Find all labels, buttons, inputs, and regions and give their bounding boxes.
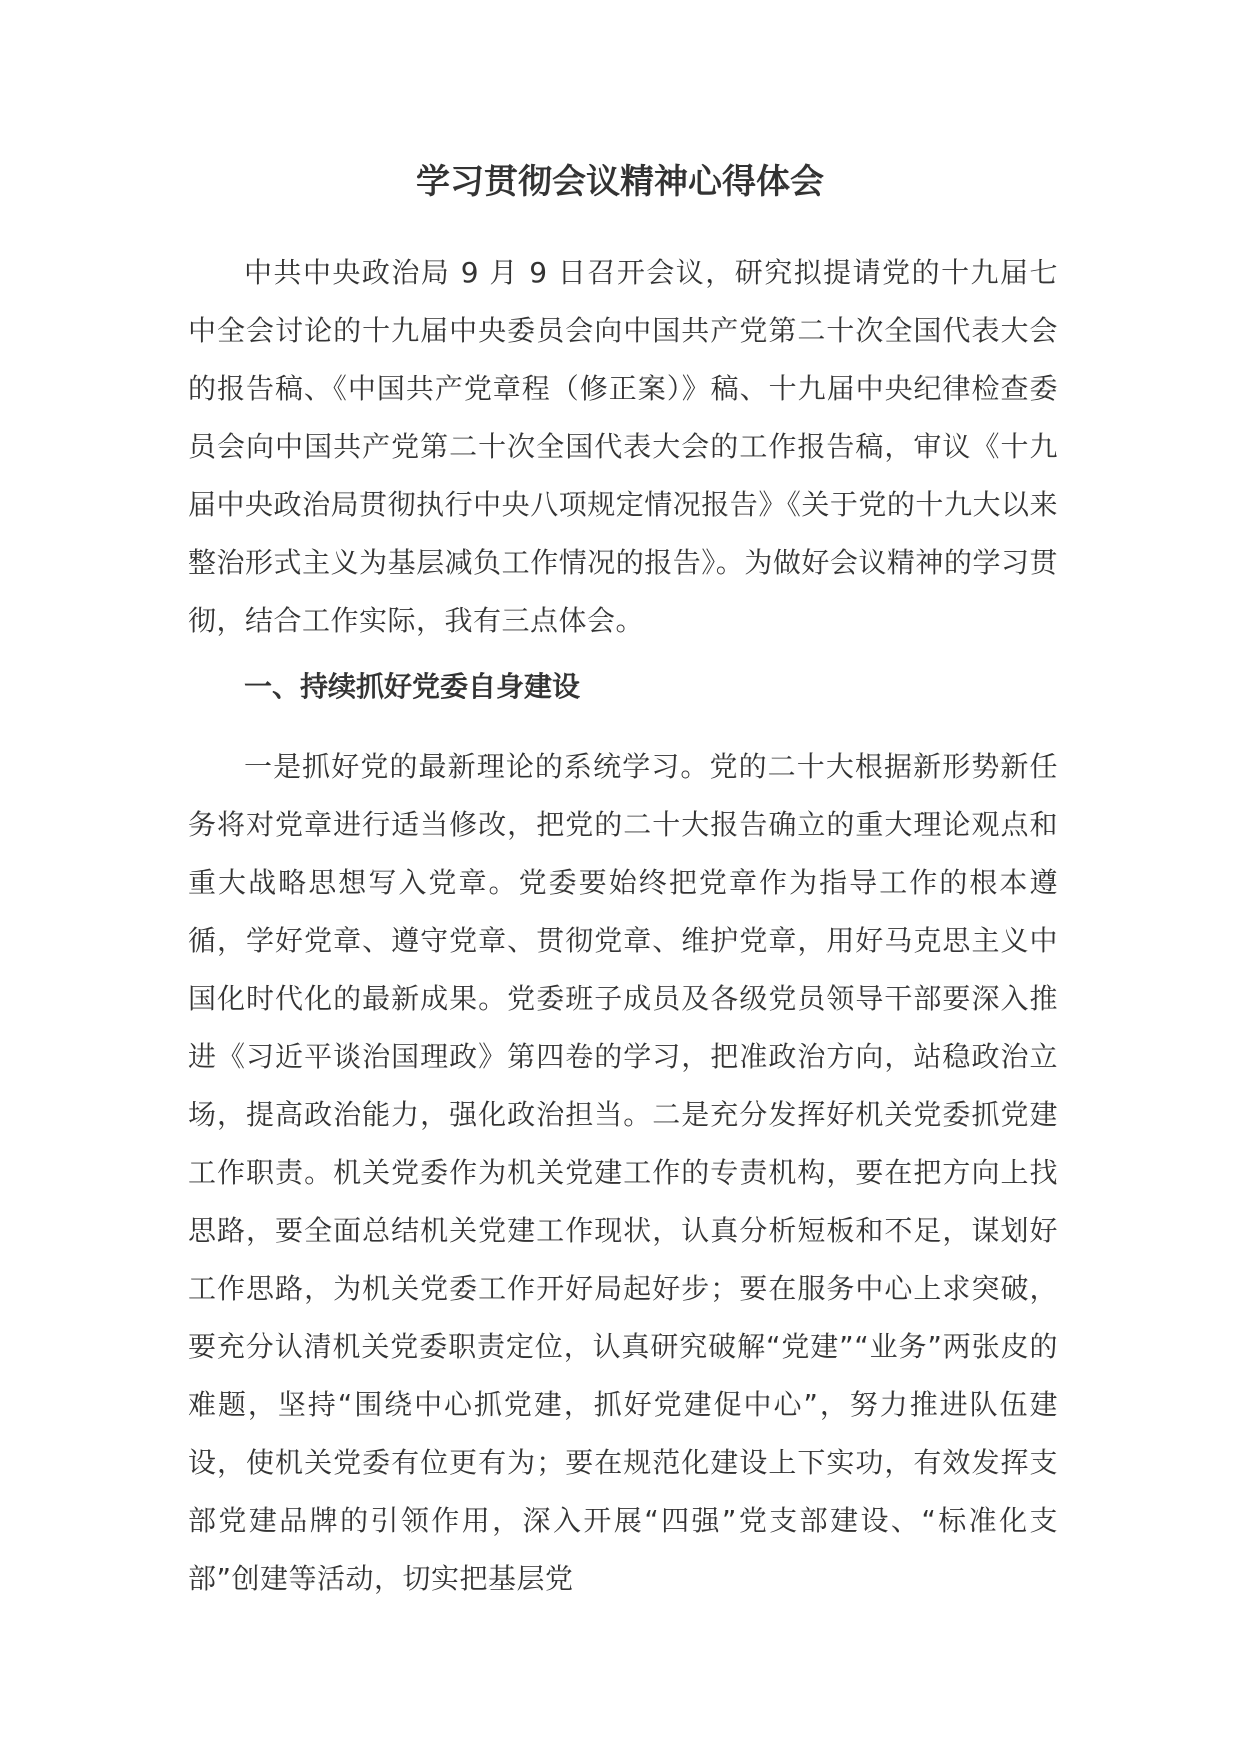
intro-paragraph: 中共中央政治局 9 月 9 日召开会议，研究拟提请党的十九届七中全会讨论的十九届中央委员会向中国共产党第二十次全国代表大会的报告稿、《中国共产党章程（修正案）》稿、十九届中央纪律检查委员会向中国共产党第二十次全国代表大会的工作报告稿，审议《十九届中央政治局贯彻执行中央八项规定情况报告》《关于党的十九大以来整治形式主义为基层减负工作情况的报告》。为做好会议精神的学习贯彻，结合工作实际，我有三点体会。	[188, 256, 1058, 637]
document-title: 学习贯彻会议精神心得体会	[416, 162, 824, 202]
section-paragraph: 一是抓好党的最新理论的系统学习。党的二十大根据新形势新任务将对党章进行适当修改，把党的二十大报告确立的重大理论观点和重大战略思想写入党章。党委要始终把党章作为指导工作的根本遵循，学好党章、遵守党章、贯彻党章、维护党章，用好马克思主义中国化时代化的最新成果。党委班子成员及各级党员领导干部要深入推进《习近平谈治国理政》第四卷的学习，把准政治方向，站稳政治立场，提高政治能力，强化政治担当。二是充分发挥好机关党委抓党建工作职责。机关党委作为机关党建工作的专责机构，要在把方向上找思路，要全面总结机关党建工作现状，认真分析短板和不足，谋划好工作思路，为机关党委工作开好局起好步；要在服务中心上求突破，要充分认清机关党委职责定位，认真研究破解“党建”“业务”两张皮的难题，坚持“围绕中心抓党建，抓好党建促中心”，努力推进队伍建设，使机关党委有位更有为；要在规范化建设上下实功，有效发挥支部党建品牌的引领作用，深入开展“四强”党支部建设、“标准化支部”创建等活动，切实把基层党	[188, 750, 1058, 1595]
section-heading: 一、持续抓好党委自身建设	[244, 670, 581, 703]
